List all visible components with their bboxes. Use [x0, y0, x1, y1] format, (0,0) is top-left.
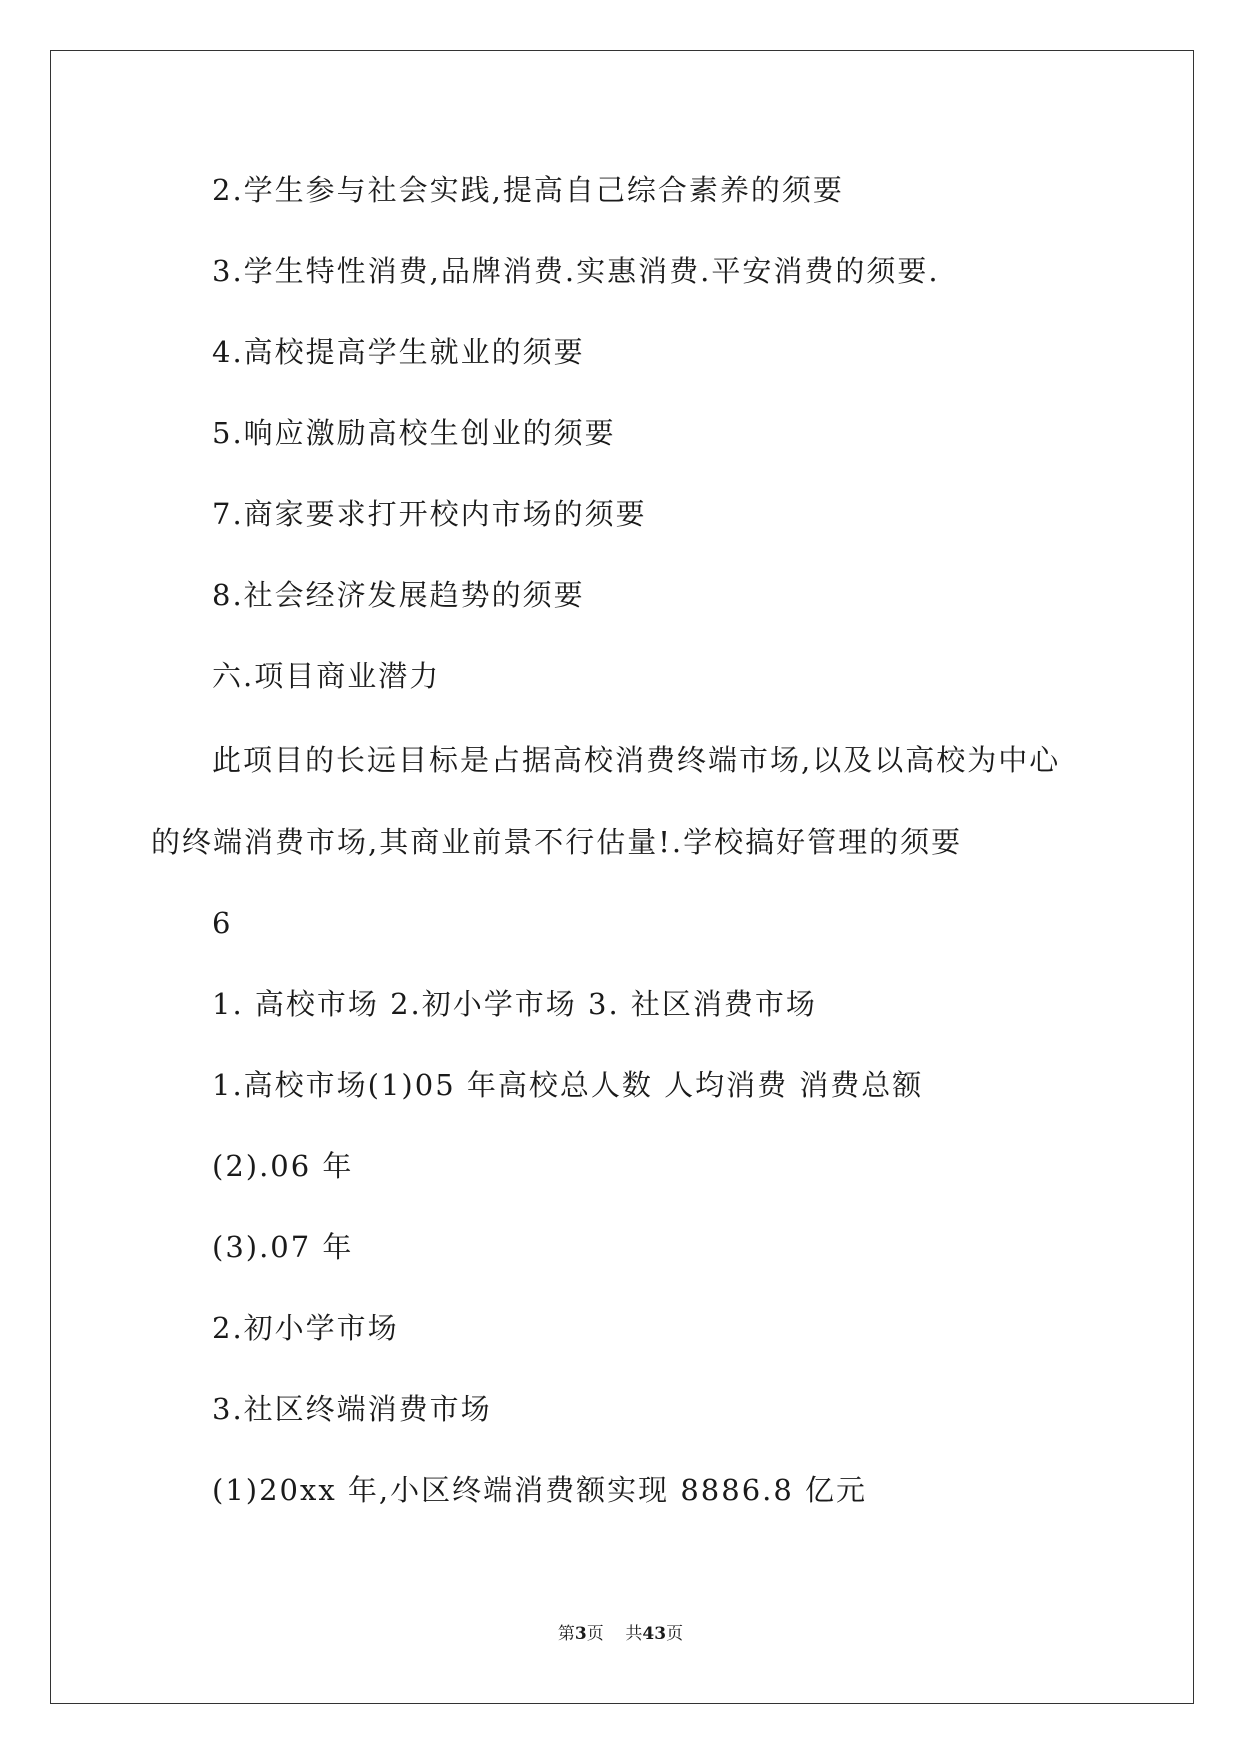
body-text-line: 7.商家要求打开校内市场的须要 — [212, 497, 647, 531]
body-text-line: 2.初小学市场 — [212, 1311, 399, 1345]
body-text-line: 4.高校提高学生就业的须要 — [212, 335, 585, 369]
body-text-line: 8.社会经济发展趋势的须要 — [212, 578, 585, 612]
total-page-number: 43 — [642, 1624, 667, 1644]
body-text-line: 6 — [212, 906, 233, 940]
page-border — [50, 50, 1194, 1704]
section-heading: 六.项目商业潜力 — [212, 659, 441, 693]
body-text-line: 5.响应激励高校生创业的须要 — [212, 416, 616, 450]
body-text-line: (3).07 年 — [212, 1230, 354, 1264]
footer-total-suffix: 页 — [666, 1624, 684, 1644]
body-text-line: 1. 高校市场 2.初小学市场 3. 社区消费市场 — [212, 987, 817, 1021]
current-page-number: 3 — [574, 1624, 587, 1644]
footer-prefix: 第 — [557, 1624, 575, 1644]
footer-total-prefix: 共 — [625, 1624, 643, 1644]
body-text-line: 3.社区终端消费市场 — [212, 1392, 492, 1426]
paragraph-line: 此项目的长远目标是占据高校消费终端市场,以及以高校为中心 — [212, 743, 1061, 777]
footer-page-word: 页 — [586, 1624, 604, 1644]
body-text-line: (1)20xx 年,小区终端消费额实现 8886.8 亿元 — [212, 1473, 868, 1507]
paragraph-line: 的终端消费市场,其商业前景不行估量!.学校搞好管理的须要 — [151, 825, 963, 859]
body-text-line: 1.高校市场(1)05 年高校总人数 人均消费 消费总额 — [212, 1068, 924, 1102]
body-text-line: 3.学生特性消费,品牌消费.实惠消费.平安消费的须要. — [212, 254, 940, 288]
body-text-line: (2).06 年 — [212, 1149, 354, 1183]
body-text-line: 2.学生参与社会实践,提高自己综合素养的须要 — [212, 173, 844, 207]
page-footer — [0, 1622, 1241, 1646]
